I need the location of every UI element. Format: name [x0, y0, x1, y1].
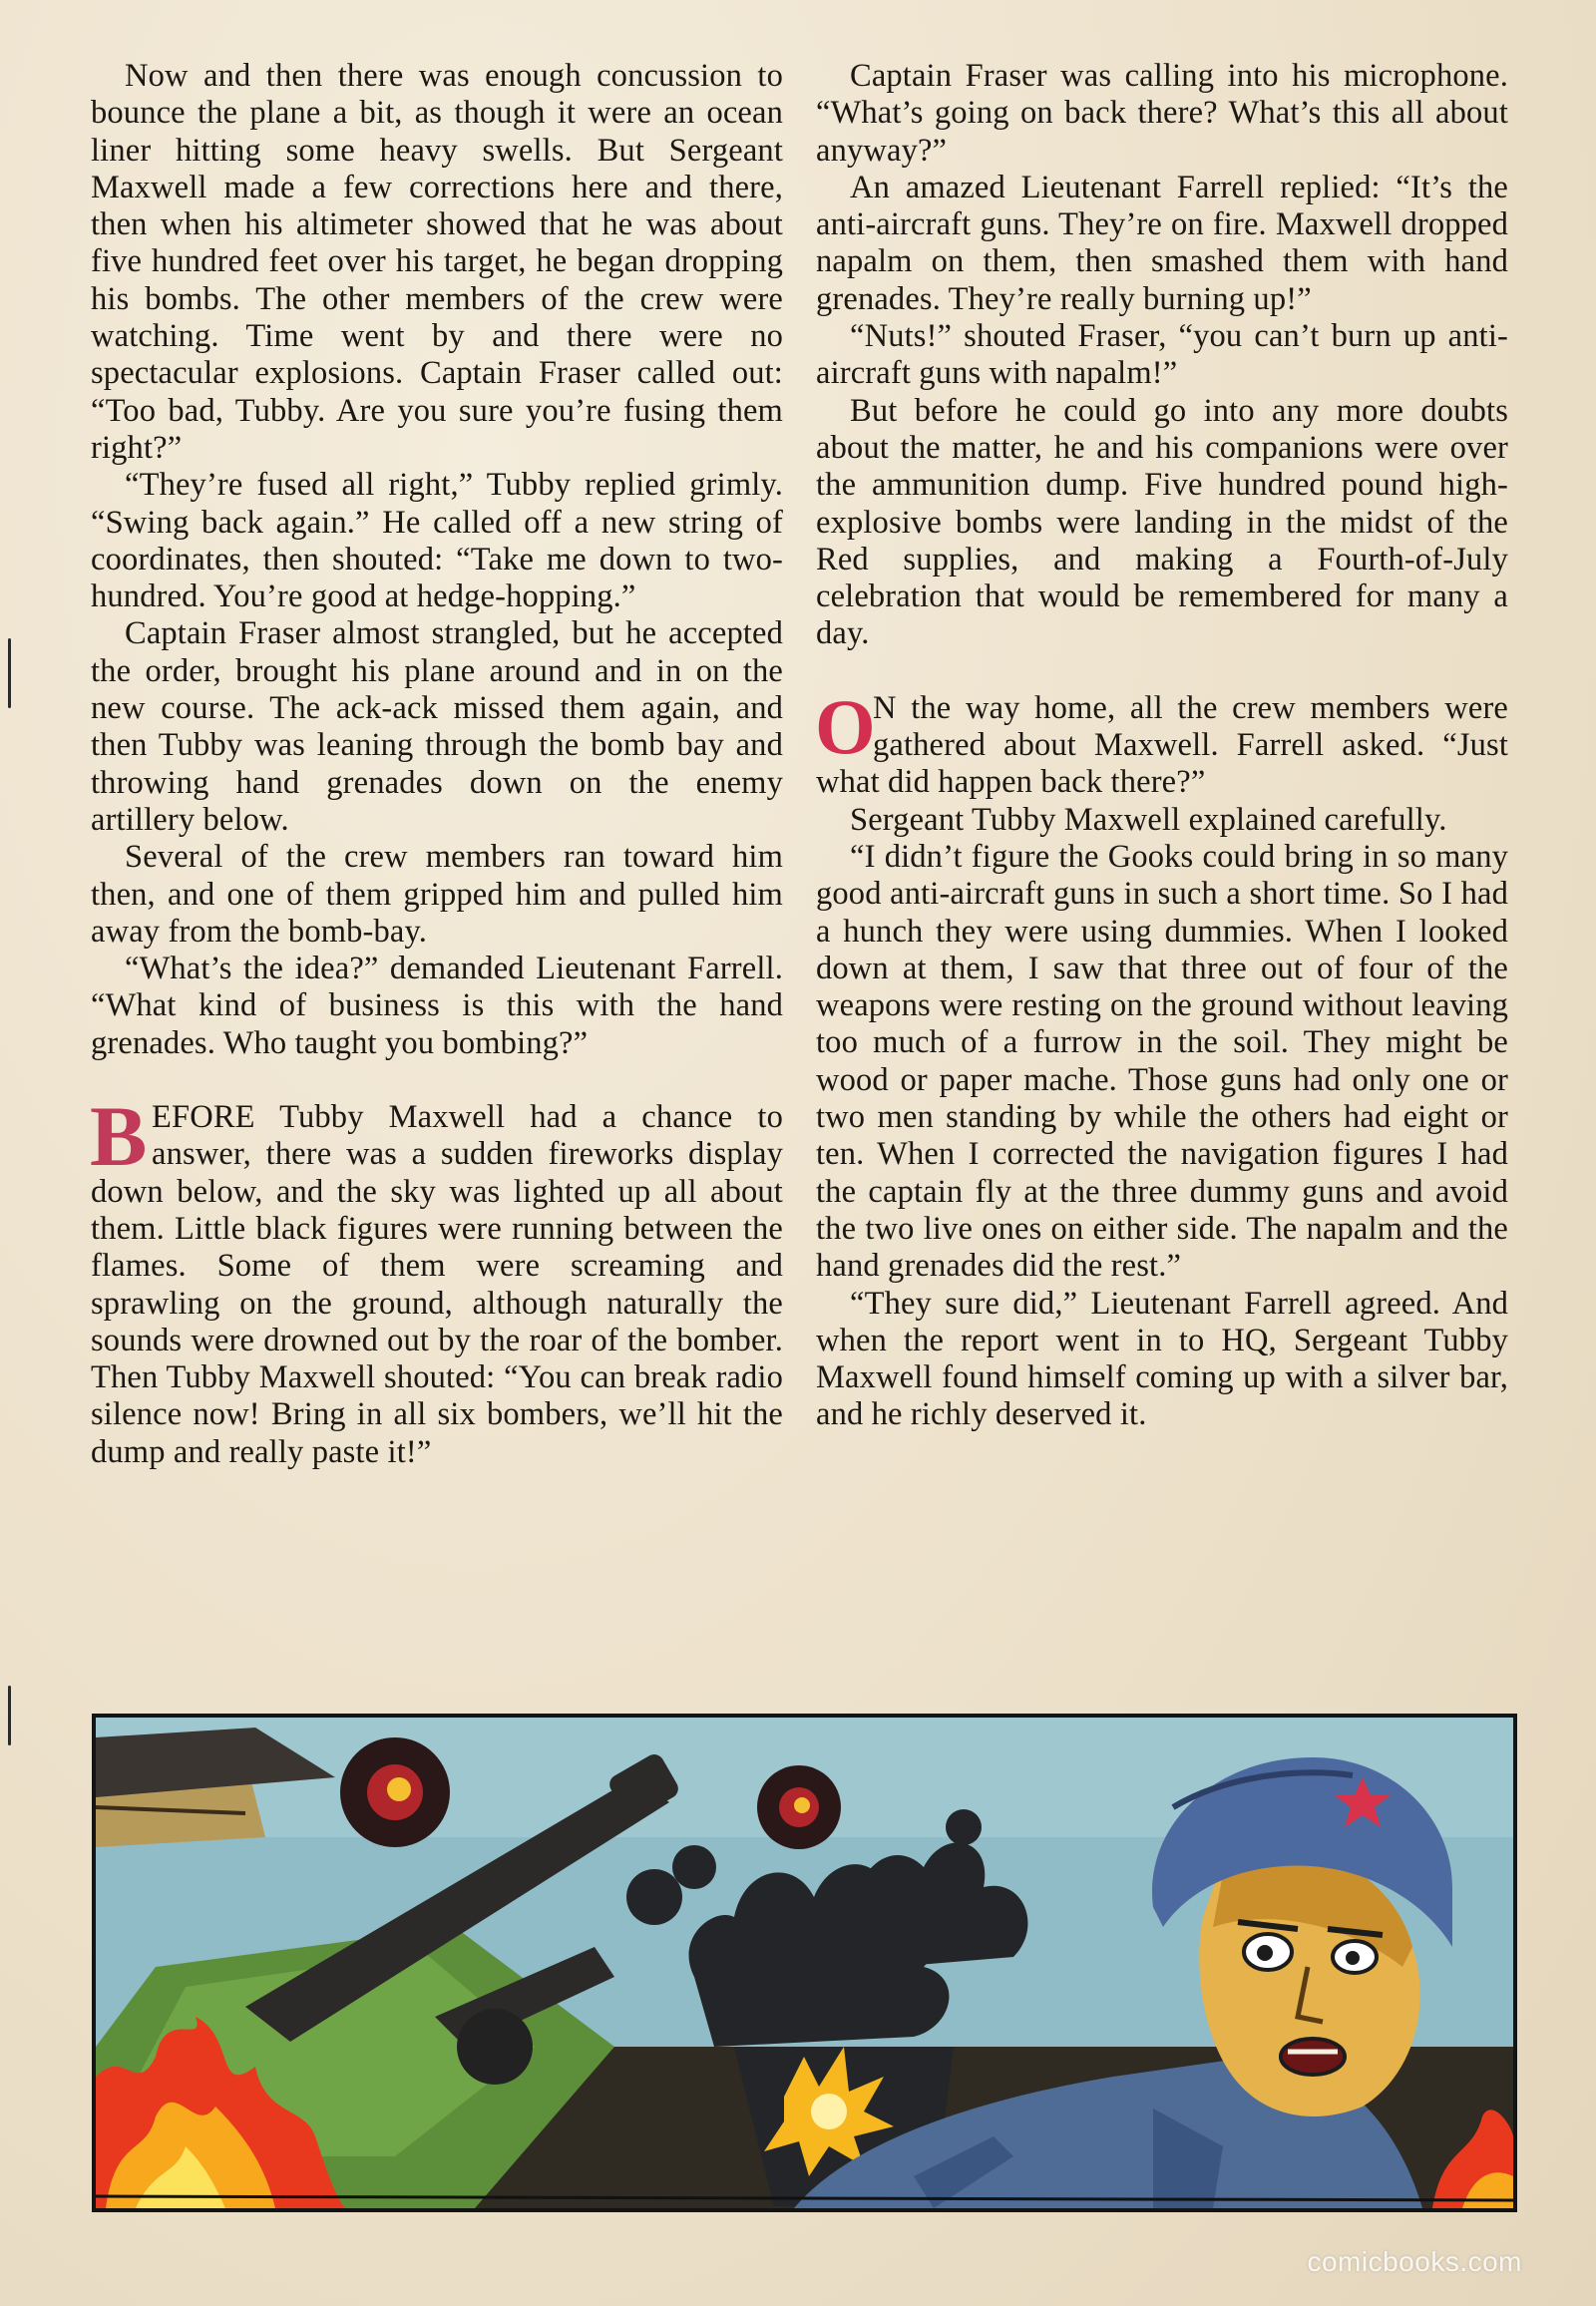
section-o-text: N the way home, all the crew members were gathered about Maxwell. Farrell asked. “Just what did happen back there?” — [816, 689, 1508, 801]
right-text-column — [816, 58, 1508, 1434]
paragraph: Now and then there was enough concussion to bounce the plane a bit, as though it were an ocean liner hitting some heavy swells. But Sergeant Maxwell made a few corrections here and there, then when his altimeter showed that he was about five hundred feet over his target, he began dropping his bombs. The other members of the crew were watching. Time went by and there were no spectacular explosions. Captain Fraser called out: “Too bad, Tubby. Are you sure you’re fusing them right?” — [91, 58, 783, 466]
paragraph: “Nuts!” shouted Fraser, “you can’t burn up anti-aircraft guns with napalm!” — [816, 318, 1508, 392]
paragraph: Sergeant Tubby Maxwell explained carefully. — [850, 801, 1447, 838]
section-b-text: EFORE Tubby Maxwell had a chance to answer, there was a sudden fireworks display down below, and the sky was lighted up all about them. Little black figures were running between the flames. Some of them were screaming and sprawling on the ground, although naturally the sounds were drowned out by the roar of the bomber. Then Tubby Maxwell shouted: “You can break radio silence now! Bring in all six bombers, we’ll hit the dump and really paste it!” — [91, 1099, 783, 1470]
watermark: comicbooks.com — [1307, 2246, 1522, 2277]
section-paragraph — [90, 1088, 783, 1471]
comic-panel-illustration — [92, 1714, 1517, 2212]
drop-cap-b: B — [90, 1088, 148, 1185]
binding-mark — [8, 638, 11, 708]
left-text-column — [91, 58, 783, 1471]
paragraph: An amazed Lieutenant Farrell replied: “It’s the anti-aircraft guns. They’re on fire. Maxwell dropped napalm on them, then smashed them with hand grenades. They’re really burning up!” — [816, 169, 1508, 317]
paragraph: “I didn’t figure the Gooks could bring in so many good anti-aircraft guns in such a short time. So I had a hunch they were using dummies. When I looked down at them, I saw that three out of four of the weapons were resting on the ground without leaving too much of a furrow in the soil. They might be wood or paper mache. Those guns had only one or two men standing by while the others had eight or ten. When I corrected the navigation figures I had the captain fly at the three dummy guns and avoid the two live ones on either side. The napalm and the hand grenades did the rest.” — [816, 838, 1508, 1285]
paragraph: Several of the crew members ran toward him then, and one of them gripped him and pulled him away from the bomb-bay. — [91, 839, 783, 950]
binding-mark — [8, 1686, 11, 1745]
paragraph: But before he could go into any more doubts about the matter, he and his companions were over the ammunition dump. Five hundred pound high-explosive bombs were landing in the midst of the Red supplies, and making a Fourth-of-July celebration that would be remembered for many a day. — [816, 392, 1508, 652]
paragraph: “They’re fused all right,” Tubby replied grimly. “Swing back again.” He called off a new string of coordinates, then shouted: “Take me down to two-hundred. You’re good at hedge-hopping.” — [91, 467, 783, 615]
paragraph: “What’s the idea?” demanded Lieutenant Farrell. “What kind of business is this with the hand grenades. Who taught you bombing?” — [91, 951, 783, 1061]
paragraph: Captain Fraser almost strangled, but he accepted the order, brought his plane around and in on the new course. The ack-ack missed them again, and then Tubby was leaning through the bomb bay and throwing hand grenades down on the enemy artillery below. — [91, 615, 783, 838]
paragraph: “They sure did,” Lieutenant Farrell agreed. And when the report went in to HQ, Sergeant Tubby Maxwell found himself coming up with a silver bar, and he richly deserved it. — [816, 1285, 1508, 1433]
battle-scene-art — [96, 1718, 1513, 2208]
section-paragraph — [815, 682, 1508, 802]
drop-cap-o: O — [815, 682, 876, 770]
paragraph: Captain Fraser was calling into his microphone. “What’s going on back there? What’s this all about anyway?” — [816, 58, 1508, 169]
